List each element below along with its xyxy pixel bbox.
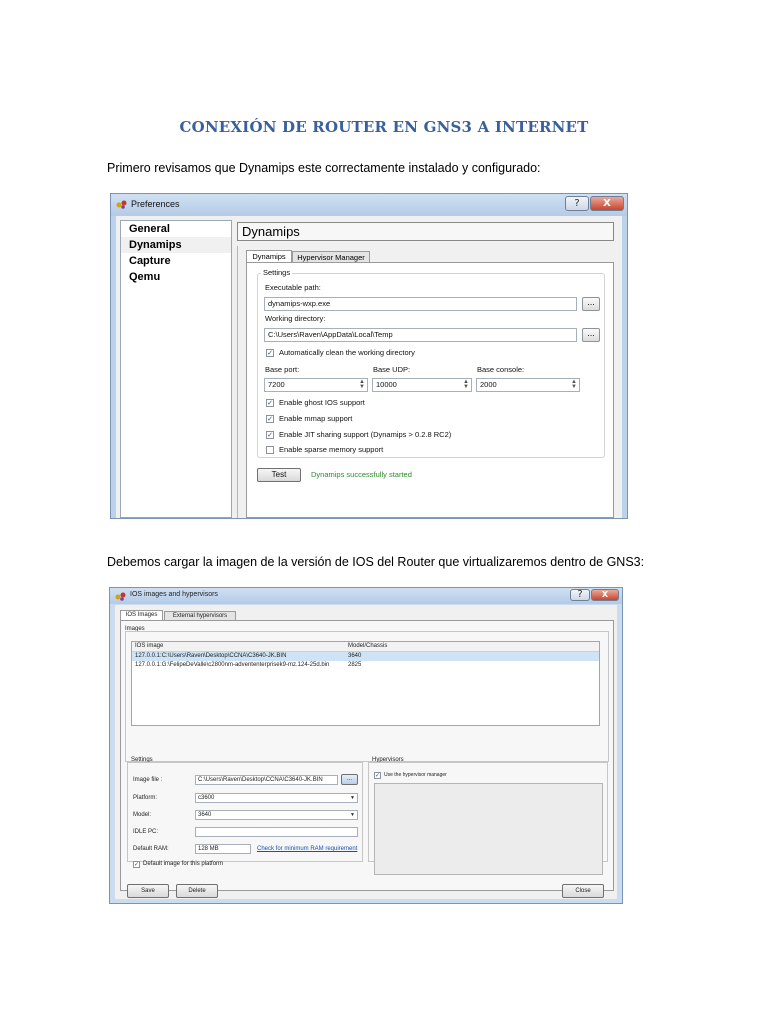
close-button[interactable]: X [591, 589, 619, 601]
title-bar [110, 588, 622, 604]
base-port-input[interactable] [264, 378, 368, 392]
title-bar [111, 194, 627, 216]
help-button[interactable]: ? [570, 589, 590, 601]
model-value: 3640 [198, 812, 212, 818]
sparse-memory-label: Enable sparse memory support [279, 445, 384, 454]
tab-dynamips[interactable]: Dynamips [246, 250, 292, 263]
table-row[interactable] [132, 661, 599, 670]
model-select[interactable] [195, 810, 358, 820]
exec-path-browse-button[interactable]: ... [582, 297, 600, 311]
dropdown-arrow-icon: ▼ [350, 812, 355, 818]
preferences-body [116, 216, 622, 518]
preferences-window [110, 193, 628, 519]
default-image-checkbox[interactable]: ✓ [134, 861, 140, 868]
jit-label: Enable JIT sharing support (Dynamips > 0.2.8 RC2) [279, 430, 452, 439]
idlepc-label: IDLE PC: [133, 829, 159, 835]
spin-arrows-icon[interactable]: ▲ ▼ [571, 379, 577, 390]
test-button[interactable]: Test [257, 468, 301, 482]
table-row[interactable] [132, 652, 599, 661]
exec-path-input[interactable]: dynamips-wxp.exe [264, 297, 577, 311]
test-status: Dynamips successfully started [311, 470, 412, 479]
workdir-input[interactable]: C:\Users\Raven\AppData\Local\Temp [264, 328, 577, 342]
settings-label: Settings [263, 268, 291, 277]
images-table [131, 641, 600, 726]
row-image: 127.0.0.1:C:\Users\Raven\Desktop\CCNA\C3640-JK.BIN [135, 653, 287, 659]
jit-checkbox[interactable]: ✓ [267, 431, 273, 439]
delete-button[interactable]: Delete [176, 884, 218, 898]
save-button[interactable]: Save [127, 884, 169, 898]
category-dynamips[interactable]: Dynamips [121, 237, 231, 253]
hypervisors-label: Hypervisors [372, 757, 404, 763]
base-port-label: Base port: [265, 365, 300, 374]
workdir-browse-button[interactable]: ... [582, 328, 600, 342]
spin-arrows-icon[interactable]: ▲ ▼ [359, 379, 365, 390]
document-title: CONEXIÓN DE ROUTER EN GNS3 A INTERNET [179, 118, 589, 136]
base-console-label: Base console: [477, 365, 525, 374]
workdir-label: Working directory: [265, 314, 326, 323]
help-button[interactable]: ? [565, 196, 589, 211]
base-udp-input[interactable] [372, 378, 472, 392]
spin-arrows-icon[interactable]: ▲ ▼ [463, 379, 469, 390]
col-model[interactable]: Model/Chassis [348, 643, 388, 649]
window-title: Preferences [131, 199, 180, 209]
close-button[interactable]: X [590, 196, 624, 211]
category-general[interactable]: General [129, 223, 170, 235]
gns3-app-icon [115, 591, 127, 601]
auto-clean-checkbox[interactable]: ✓ [267, 349, 273, 357]
images-label: Images [125, 626, 145, 632]
dropdown-arrow-icon: ▼ [350, 795, 355, 801]
ios-paragraph: Debemos cargar la imagen de la versión de IOS del Router que virtualizaremos dentro de GNS3: [107, 555, 645, 569]
ram-input[interactable]: 128 MB [195, 844, 251, 854]
auto-clean-label: Automatically clean the working directory [279, 348, 415, 357]
ios-images-window [109, 587, 623, 904]
ram-label: Default RAM: [133, 846, 169, 852]
mmap-label: Enable mmap support [279, 414, 353, 423]
ram-requirement-link[interactable]: Check for minimum RAM requirement [257, 846, 358, 852]
settings-group [257, 268, 605, 458]
platform-label: Platform: [133, 795, 158, 801]
platform-select[interactable] [195, 793, 358, 803]
mmap-checkbox[interactable]: ✓ [267, 415, 273, 423]
platform-value: c3600 [198, 795, 215, 801]
intro-paragraph: Primero revisamos que Dynamips este correctamente instalado y configurado: [107, 161, 541, 175]
ios-body [115, 605, 617, 899]
settings-label: Settings [131, 757, 153, 763]
col-ios-image[interactable]: IOS image [135, 643, 164, 649]
row-model: 2825 [348, 662, 362, 668]
tab-ios-images[interactable]: IOS Images [120, 610, 163, 620]
category-list [120, 220, 232, 518]
base-udp-value: 10000 [376, 380, 397, 389]
category-qemu[interactable]: Qemu [129, 271, 161, 283]
sparse-memory-checkbox[interactable] [266, 446, 274, 454]
hypervisor-manager-checkbox[interactable]: ✓ [375, 772, 381, 779]
hypervisor-manager-label: Use the hypervisor manager [384, 772, 447, 778]
base-console-input[interactable] [476, 378, 580, 392]
ghost-ios-checkbox[interactable]: ✓ [267, 399, 273, 407]
gns3-app-icon [116, 199, 128, 209]
dynamips-panel [237, 246, 614, 518]
row-model: 3640 [348, 653, 362, 659]
idlepc-input[interactable] [195, 827, 358, 837]
tab-hypervisor-manager[interactable]: Hypervisor Manager [292, 251, 370, 263]
image-file-label: Image file : [133, 777, 163, 783]
tab-external-hypervisors[interactable]: External hypervisors [164, 611, 236, 620]
tab-page [246, 262, 614, 518]
base-console-value: 2000 [480, 380, 497, 389]
default-image-label: Default image for this platform [143, 861, 224, 867]
ghost-ios-label: Enable ghost IOS support [279, 398, 365, 407]
window-title: IOS images and hypervisors [130, 591, 218, 598]
image-file-browse-button[interactable]: ... [341, 774, 358, 785]
close-dialog-button[interactable]: Close [562, 884, 604, 898]
table-header [132, 642, 599, 652]
row-image: 127.0.0.1:G:\FelipeDeValle\c2800nm-advententerprisek9-mz.124-25d.bin [135, 662, 330, 668]
base-port-value: 7200 [268, 380, 285, 389]
image-file-input[interactable]: C:\Users\Raven\Desktop\CCNA\C3640-JK.BIN [195, 775, 338, 785]
model-label: Model: [133, 812, 152, 818]
hypervisor-list[interactable] [374, 783, 603, 875]
base-udp-label: Base UDP: [373, 365, 411, 374]
category-capture[interactable]: Capture [129, 255, 171, 267]
section-header: Dynamips [237, 222, 614, 241]
exec-path-label: Executable path: [265, 283, 321, 292]
